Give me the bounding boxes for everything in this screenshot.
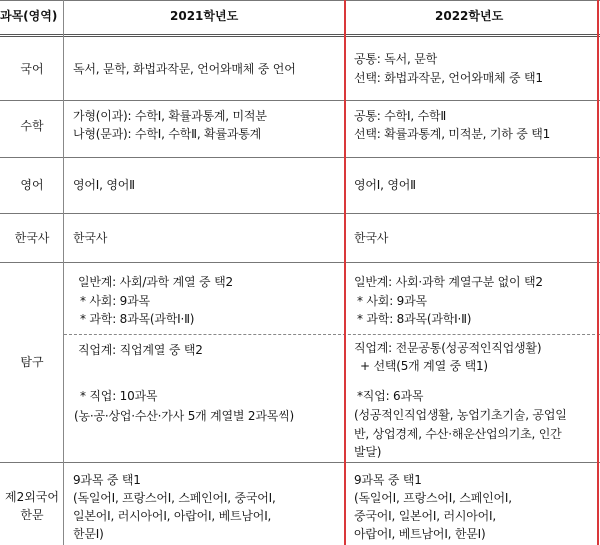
row-border-inquiry: [0, 462, 600, 463]
category-korean: 국어: [20, 62, 44, 76]
math-2021-line-1: 가형(이과): 수학Ⅰ, 확률과통계, 미적분: [73, 109, 267, 123]
inquiry-general-2022-line-2: * 사회: 9과목: [357, 294, 427, 308]
header-2022: 2022학년도: [435, 9, 504, 23]
category-math: 수학: [20, 119, 44, 133]
inquiry-divider: [64, 334, 600, 335]
english-2022: 영어Ⅰ, 영어Ⅱ: [354, 178, 416, 192]
category-second-foreign-language: 제2외국어: [4, 490, 59, 504]
column-border-category: [63, 0, 64, 545]
foreign-2022-line-2: (독일어Ⅰ, 프랑스어Ⅰ, 스페인어Ⅰ,: [354, 491, 512, 505]
inquiry-general-2021-line-1: 일반계: 사회/과학 계열 중 택2: [78, 275, 233, 289]
category-english: 영어: [20, 178, 44, 192]
row-border-history: [0, 262, 600, 263]
math-2022-line-2: 선택: 확률과통계, 미적분, 기하 중 택1: [354, 127, 551, 141]
column-border-2022-right: [597, 0, 599, 545]
inquiry-vocational-2022-line-4: (성공적인직업생활, 농업기초기술, 공업일: [354, 408, 567, 422]
history-2022: 한국사: [354, 231, 389, 245]
math-2021-line-2: 나형(문과): 수학Ⅰ, 수학Ⅱ, 확률과통계: [73, 127, 262, 141]
category-inquiry: 탐구: [20, 355, 44, 369]
inquiry-vocational-2022-line-1: 직업계: 전문공통(성공적인직업생활): [354, 341, 542, 355]
foreign-2021-line-4: 한문Ⅰ): [73, 527, 104, 541]
inquiry-vocational-2022-line-5: 반, 상업경제, 수산·해운산업의기초, 인간: [354, 427, 562, 441]
inquiry-vocational-2022-line-6: 발달): [354, 445, 382, 459]
column-border-2022-left: [344, 0, 346, 545]
inquiry-general-2021-line-2: * 사회: 9과목: [80, 294, 150, 308]
foreign-2022-line-4: 아랍어Ⅰ, 베트남어Ⅰ, 한문Ⅰ): [354, 527, 486, 541]
korean-2021-line-1: 독서, 문학, 화법과작문, 언어와매체 중 언어: [73, 62, 296, 76]
english-2021: 영어Ⅰ, 영어Ⅱ: [73, 178, 135, 192]
inquiry-general-2022-line-3: * 과학: 8과목(과학Ⅰ·Ⅱ): [357, 312, 472, 326]
foreign-2022-line-3: 중국어Ⅰ, 일본어Ⅰ, 러시아어Ⅰ,: [354, 509, 497, 523]
math-2022-line-1: 공통: 수학Ⅰ, 수학Ⅱ: [354, 109, 447, 123]
row-border-english: [0, 213, 600, 214]
inquiry-general-2022-line-1: 일반계: 사회·과학 계열구분 없이 택2: [354, 275, 543, 289]
foreign-2021-line-1: 9과목 중 택1: [73, 473, 141, 487]
header-separator: [0, 34, 600, 37]
inquiry-vocational-2022-line-3: *직업: 6과목: [357, 389, 424, 403]
row-border-korean: [0, 100, 600, 101]
header-2021: 2021학년도: [170, 9, 239, 23]
korean-2022-line-1: 공통: 독서, 문학: [354, 52, 438, 66]
korean-2022-line-2: 선택: 화법과작문, 언어와매체 중 택1: [354, 71, 543, 85]
inquiry-vocational-2021-line-2: * 직업: 10과목: [80, 389, 158, 403]
inquiry-general-2021-line-3: * 과학: 8과목(과학Ⅰ·Ⅱ): [80, 312, 195, 326]
row-border-math: [0, 157, 600, 158]
inquiry-vocational-2021-line-3: (농·공·상업·수산·가사 5개 계열별 2과목씩): [74, 409, 295, 423]
inquiry-vocational-2021-line-1: 직업계: 직업계열 중 택2: [78, 343, 203, 357]
inquiry-vocational-2022-line-2: + 선택(5개 계열 중 택1): [360, 359, 488, 373]
foreign-2021-line-3: 일본어Ⅰ, 러시아어Ⅰ, 아랍어Ⅰ, 베트남어Ⅰ,: [73, 509, 272, 523]
table-top-border: [0, 0, 600, 1]
category-korean-history: 한국사: [14, 231, 50, 245]
foreign-2021-line-2: (독일어Ⅰ, 프랑스어Ⅰ, 스페인어Ⅰ, 중국어Ⅰ,: [73, 491, 276, 505]
history-2021: 한국사: [73, 231, 108, 245]
header-category: 과목(영역): [0, 9, 58, 23]
category-classical-chinese: 한문: [20, 508, 44, 522]
foreign-2022-line-1: 9과목 중 택1: [354, 473, 422, 487]
